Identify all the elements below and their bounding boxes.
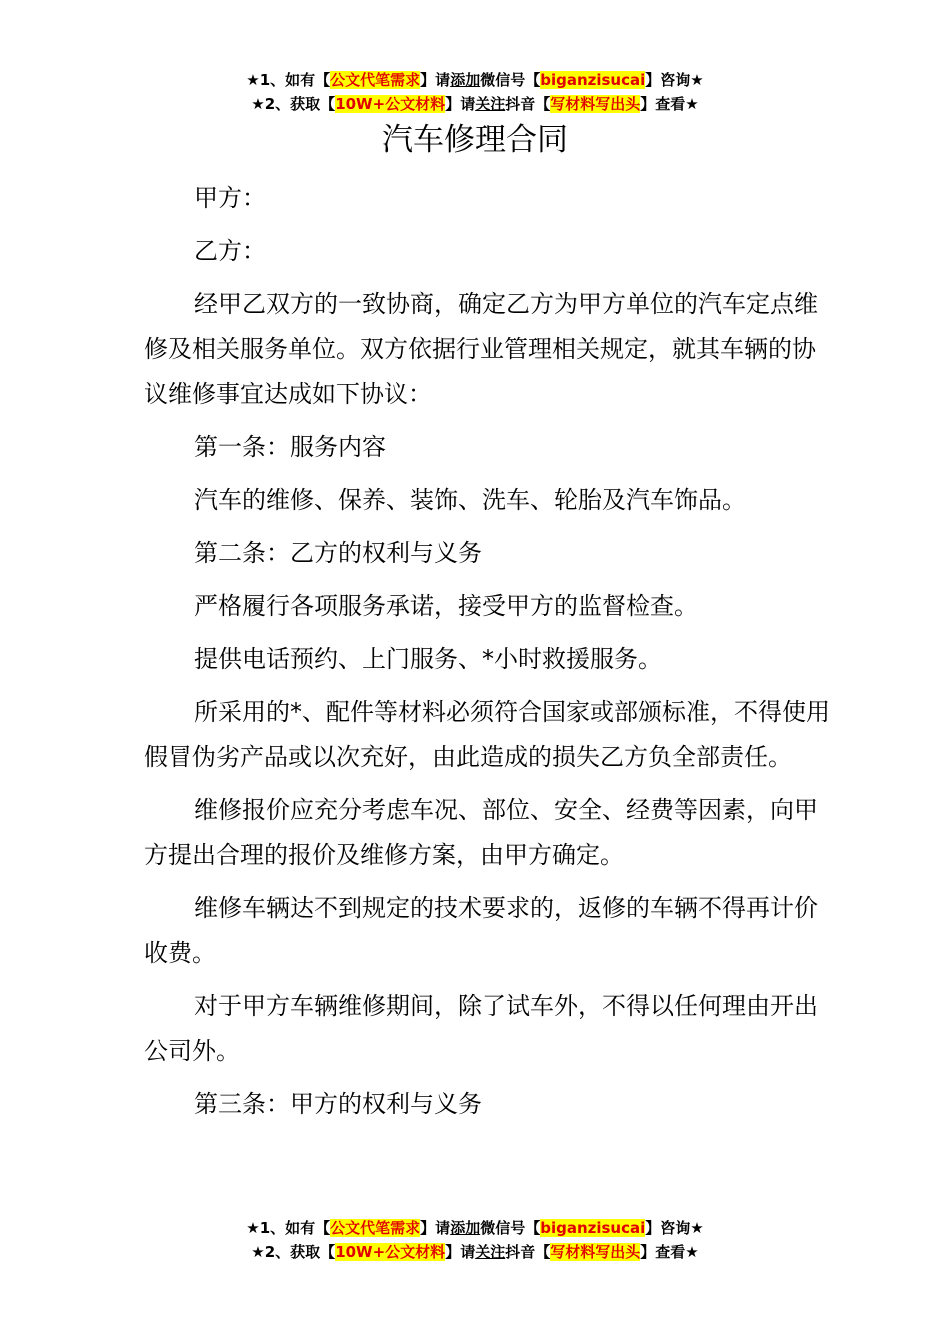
article-2-item: 维修车辆达不到规定的技术要求的，返修的车辆不得再计价收费。 bbox=[144, 894, 818, 967]
article-3-heading: 第三条：甲方的权利与义务 bbox=[194, 1090, 482, 1118]
banner-highlight: 公文代笔需求 bbox=[330, 71, 421, 89]
document-body bbox=[144, 176, 834, 1127]
banner-underline: 添加 bbox=[450, 71, 481, 89]
article-2-heading: 第二条：乙方的权利与义务 bbox=[194, 539, 482, 567]
banner-text: ★1、如有【 bbox=[246, 1219, 331, 1237]
banner-highlight: 10W+公文材料 bbox=[335, 1243, 446, 1261]
banner-text: 】请 bbox=[445, 1243, 476, 1261]
article-2-item: 所采用的*、配件等材料必须符合国家或部颁标准，不得使用假冒伪劣产品或以次充好，由此造成的损失乙方负全部责任。 bbox=[144, 698, 830, 771]
banner-highlight: 公文代笔需求 bbox=[330, 1219, 421, 1237]
article-1-content: 汽车的维修、保养、装饰、洗车、轮胎及汽车饰品。 bbox=[194, 486, 746, 514]
preamble-paragraph: 经甲乙双方的一致协商，确定乙方为甲方单位的汽车定点维修及相关服务单位。双方依据行业管理相关规定，就其车辆的协议维修事宜达成如下协议： bbox=[144, 290, 818, 408]
article-2-item: 维修报价应充分考虑车况、部位、安全、经费等因素，向甲方提出合理的报价及维修方案，由甲方确定。 bbox=[144, 796, 818, 869]
article-2-item: 提供电话预约、上门服务、*小时救援服务。 bbox=[194, 645, 662, 673]
banner-underline: 添加 bbox=[450, 1219, 481, 1237]
banner-text: ★1、如有【 bbox=[246, 71, 331, 89]
banner-text: 】咨询★ bbox=[645, 71, 704, 89]
banner-highlight-douyin: 写材料写出头 bbox=[550, 95, 641, 113]
banner-text: ★2、获取【 bbox=[251, 1243, 336, 1261]
article-1-heading: 第一条：服务内容 bbox=[194, 433, 386, 461]
article-2-item: 严格履行各项服务承诺，接受甲方的监督检查。 bbox=[194, 592, 698, 620]
banner-text: 】请 bbox=[420, 1219, 451, 1237]
banner-text: 】咨询★ bbox=[645, 1219, 704, 1237]
banner-highlight-douyin: 写材料写出头 bbox=[550, 1243, 641, 1261]
banner-text: 】请 bbox=[420, 71, 451, 89]
banner-line-2 bbox=[0, 1240, 950, 1264]
banner-highlight-wechat: biganzisucai bbox=[540, 71, 646, 89]
header-banner bbox=[0, 68, 950, 116]
banner-line-1 bbox=[0, 1216, 950, 1240]
banner-line-2 bbox=[0, 92, 950, 116]
banner-text: 】查看★ bbox=[640, 95, 699, 113]
banner-underline: 关注 bbox=[475, 95, 506, 113]
banner-underline: 关注 bbox=[475, 1243, 506, 1261]
banner-text: 微信号【 bbox=[480, 71, 541, 89]
banner-text: 抖音【 bbox=[505, 1243, 551, 1261]
banner-text: 】请 bbox=[445, 95, 476, 113]
banner-text: 微信号【 bbox=[480, 1219, 541, 1237]
banner-text: ★2、获取【 bbox=[251, 95, 336, 113]
banner-text: 抖音【 bbox=[505, 95, 551, 113]
banner-line-1 bbox=[0, 68, 950, 92]
footer-banner bbox=[0, 1216, 950, 1264]
party-a: 甲方： bbox=[194, 184, 266, 212]
banner-highlight: 10W+公文材料 bbox=[335, 95, 446, 113]
article-2-item: 对于甲方车辆维修期间，除了试车外，不得以任何理由开出公司外。 bbox=[144, 992, 818, 1065]
document-title: 汽车修理合同 bbox=[382, 122, 568, 158]
banner-text: 】查看★ bbox=[640, 1243, 699, 1261]
banner-highlight-wechat: biganzisucai bbox=[540, 1219, 646, 1237]
party-b: 乙方： bbox=[194, 237, 266, 265]
